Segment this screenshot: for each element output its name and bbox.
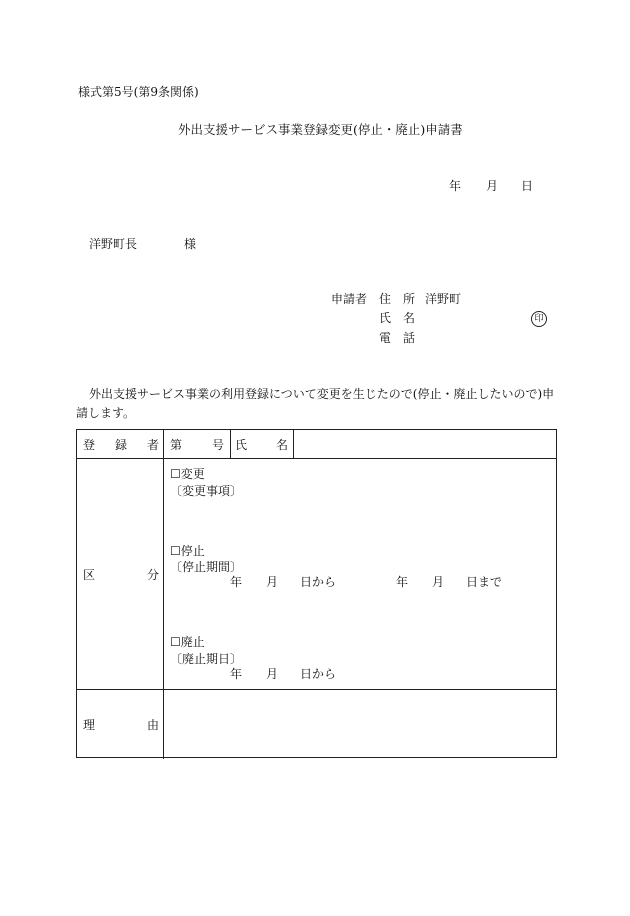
suspend-from-year: 年 [230,575,243,589]
reason-label: 理 由 [83,718,159,732]
date-month-label: 月 [486,179,499,193]
abolish-day: 日から [300,667,337,681]
row-divider-bottom [77,689,556,690]
date-day-label: 日 [521,179,534,193]
addressee-name: 洋野町長 [89,237,138,251]
registrant-label: 登 録 者 [83,438,159,452]
suspend-detail-label: 〔停止期間〕 [170,560,243,574]
suspend-to-month: 月 [432,575,445,589]
body-text-line2: 請します。 [76,406,136,420]
registration-number-label: 第 号 [170,438,224,452]
application-form-table [76,429,557,758]
suspend-checkbox[interactable]: ☐ [170,544,181,558]
registrant-name-label: 氏 名 [235,438,288,452]
applicant-address-value: 洋野町 [425,292,462,306]
suspend-label: 停止 [180,544,205,558]
suspend-from-day: 日から [300,575,337,589]
applicant-label: 申請者 [331,292,368,306]
number-column-divider [230,430,231,458]
abolish-option[interactable] [170,636,205,648]
label-column-divider [163,430,164,759]
suspend-option[interactable] [170,545,205,557]
applicant-name-label: 氏 名 [379,311,416,325]
abolish-checkbox[interactable]: ☐ [170,635,181,649]
body-text-line1: 外出支援サービス事業の利用登録について変更を生じたので(停止・廃止したいので)申 [89,387,555,401]
abolish-year: 年 [230,667,243,681]
addressee-honorific: 様 [184,237,197,251]
seal-mark: 印 [531,311,547,327]
date-year-label: 年 [449,179,462,193]
applicant-phone-label: 電 話 [379,331,416,345]
change-option[interactable] [170,468,205,480]
reason-field[interactable] [165,691,555,757]
form-number: 様式第5号(第9条関係) [78,85,199,99]
change-label: 変更 [180,467,205,481]
row-divider-top [77,458,556,459]
change-checkbox[interactable]: ☐ [170,467,181,481]
abolish-label: 廃止 [180,635,205,649]
abolish-month: 月 [266,667,279,681]
suspend-from-month: 月 [266,575,279,589]
suspend-to-year: 年 [396,575,409,589]
change-detail-label: 〔変更事項〕 [170,484,243,498]
suspend-to-day: 日まで [466,575,503,589]
name-column-divider [293,430,294,458]
category-label: 区 分 [83,568,159,582]
registrant-name-field[interactable] [295,431,553,457]
applicant-address-label: 住 所 [379,292,416,306]
abolish-detail-label: 〔廃止期日〕 [170,652,243,666]
form-title: 外出支援サービス事業登録変更(停止・廃止)申請書 [178,122,463,137]
